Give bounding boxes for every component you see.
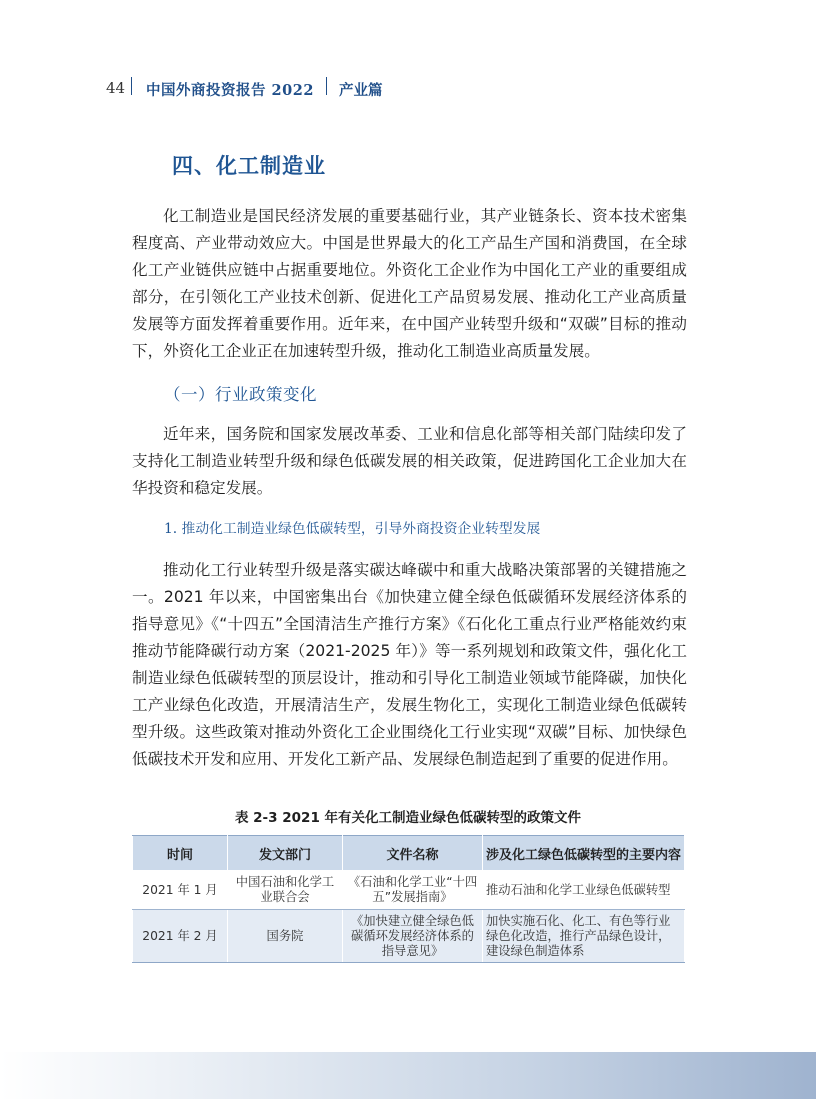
column-header: 文件名称 bbox=[343, 836, 483, 871]
table-cell-issuer: 中国石油和化学工业联合会 bbox=[228, 871, 343, 910]
table-cell-content: 推动石油和化学工业绿色低碳转型 bbox=[483, 871, 685, 910]
column-header: 时间 bbox=[133, 836, 228, 871]
table-cell-date: 2021 年 1 月 bbox=[133, 871, 228, 910]
table-cell-issuer: 国务院 bbox=[228, 910, 343, 963]
policy-table bbox=[132, 835, 685, 963]
book-title: 中国外商投资报告 2022 bbox=[146, 82, 314, 99]
intro-paragraph: 化工制造业是国民经济发展的重要基础行业，其产业链条长、资本技术密集程度高、产业带动效应大。中国是世界最大的化工产品生产国和消费国，在全球化工产业链供应链中占据重要地位。外资化工企业作为中国化工产业的重要组成部分，在引领化工产业技术创新、促进化工产品贸易发展、推动化工产业高质量发展等方面发挥着重要作用。近年来，在中国产业转型升级和“双碳”目标的推动下，外资化工企业正在加速转型升级，推动化工制造业高质量发展。 bbox=[132, 207, 687, 360]
subsubsection-heading: 1. 推动化工制造业绿色低碳转型，引导外商投资企业转型发展 bbox=[164, 521, 541, 537]
table-caption: 表 2-3 2021 年有关化工制造业绿色低碳转型的政策文件 bbox=[234, 810, 582, 826]
table-cell-document: 《石油和化学工业“十四五”发展指南》 bbox=[343, 871, 483, 910]
policy-paragraph: 近年来，国务院和国家发展改革委、工业和信息化部等相关部门陆续印发了支持化工制造业转型升级和绿色低碳发展的相关政策，促进跨国化工企业加大在华投资和稳定发展。 bbox=[132, 425, 687, 497]
table-cell-document: 《加快建立健全绿色低碳循环发展经济体系的指导意见》 bbox=[343, 910, 483, 963]
header-divider bbox=[326, 77, 327, 95]
part-title: 产业篇 bbox=[339, 82, 383, 99]
table-cell-content: 加快实施石化、化工、有色等行业绿色化改造，推行产品绿色设计，建设绿色制造体系 bbox=[483, 910, 685, 963]
table-row bbox=[133, 871, 685, 910]
transition-paragraph: 推动化工行业转型升级是落实碳达峰碳中和重大战略决策部署的关键措施之一。2021 年以来，中国密集出台《加快建立健全绿色低碳循环发展经济体系的指导意见》《“十四五”全国清洁生产推行方案》《石化化工重点行业严格能效约束推动节能降碳行动方案（2021-2025 年）》等一系列规划和政策文件，强化化工制造业绿色低碳转型的顶层设计，推动和引导化工制造业领域节能降碳，加快化工产业绿色化改造，开展清洁生产，发展生物化工，实现化工制造业绿色低碳转型升级。这些政策对推动外资化工企业围绕化工行业实现“双碳”目标、加快绿色低碳技术开发和应用、开发化工新产品、发展绿色制造起到了重要的促进作用。 bbox=[132, 561, 687, 768]
table-cell-date: 2021 年 2 月 bbox=[133, 910, 228, 963]
header-divider bbox=[131, 77, 132, 95]
table-row bbox=[133, 910, 685, 963]
running-header bbox=[0, 74, 816, 102]
column-header: 涉及化工绿色低碳转型的主要内容 bbox=[483, 836, 685, 871]
column-header: 发文部门 bbox=[228, 836, 343, 871]
table-header-row bbox=[133, 836, 685, 871]
page-number: 44 bbox=[106, 79, 126, 97]
subsection-heading: （一）行业政策变化 bbox=[164, 385, 317, 404]
section-heading: 四、化工制造业 bbox=[172, 154, 326, 178]
footer-decoration bbox=[0, 1052, 816, 1099]
